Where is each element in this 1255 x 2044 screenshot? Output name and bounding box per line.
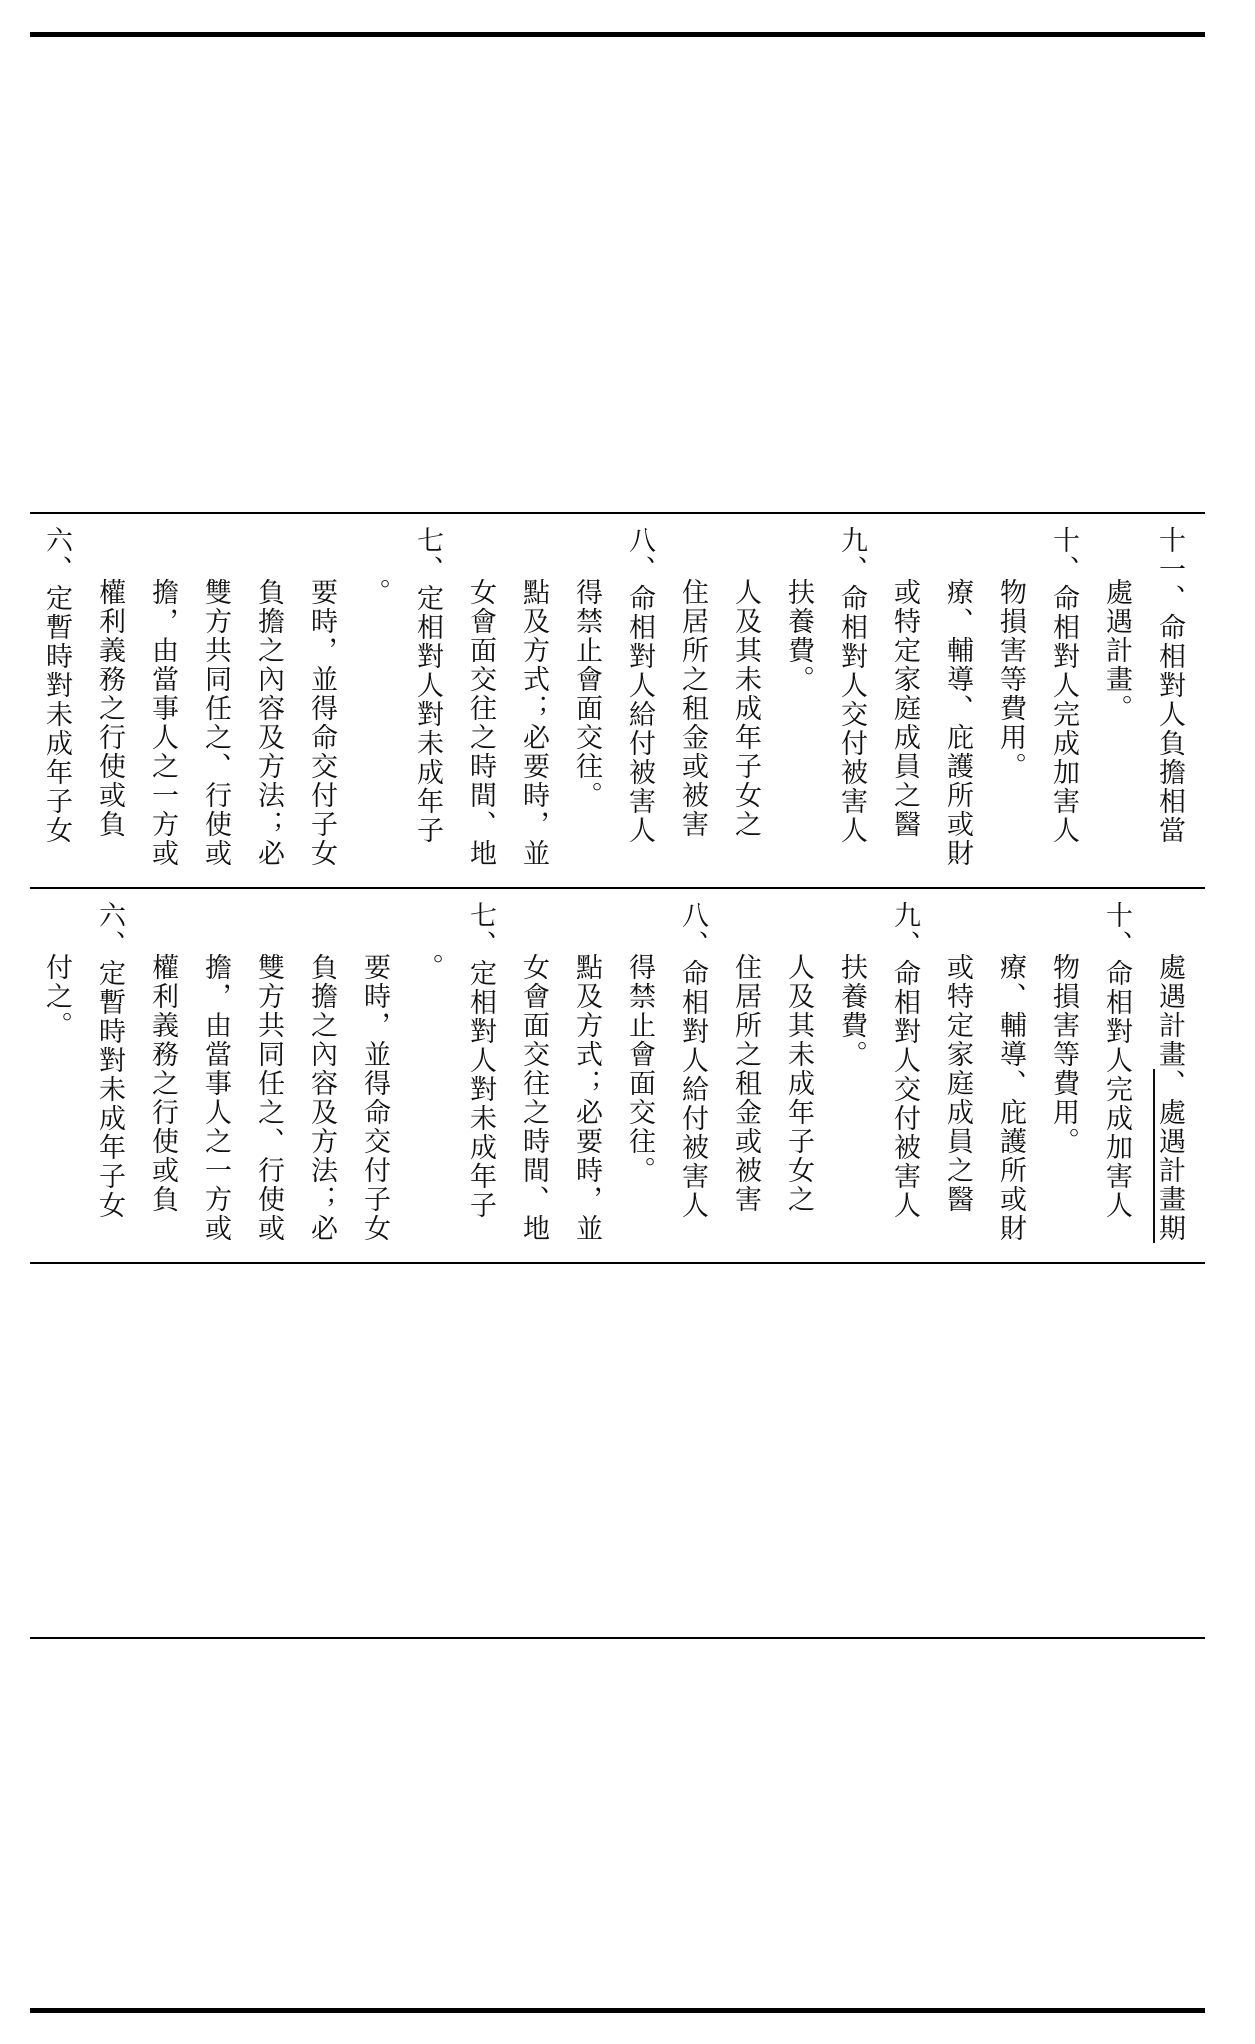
- current-text-lines: [30, 514, 1205, 887]
- text-line: 人及其未成年子女之: [730, 578, 761, 839]
- text-line: 住居所之租金或被害: [677, 578, 708, 839]
- text-line: 六、定暫時對未成年子女: [41, 526, 72, 845]
- text-line: 十一、命相對人負擔相當: [1154, 526, 1185, 845]
- text-line: 處遇計畫。: [1101, 578, 1132, 723]
- text-line: 或特定家庭成員之醫: [942, 953, 973, 1214]
- text-line: 點及方式；必要時，並: [518, 578, 549, 868]
- text-line: 女會面交往之時間、地: [465, 578, 496, 868]
- amended-underlined-text: 、處遇計畫期: [1154, 1069, 1185, 1243]
- text-line: 權利義務之行使或負: [94, 578, 125, 839]
- text-line: 擔，由當事人之一方或: [200, 953, 231, 1243]
- text-line: 療、輔導、庇護所或財: [995, 953, 1026, 1243]
- table-divider-3: [30, 1262, 1205, 1264]
- bottom-border: [30, 2008, 1205, 2013]
- text-line: 得禁止會面交往。: [624, 953, 655, 1185]
- text-line: 六、定暫時對未成年子女: [94, 901, 125, 1220]
- text-line: 負擔之內容及方法；必: [253, 578, 284, 868]
- text-line: 人及其未成年子女之: [783, 953, 814, 1214]
- amended-text-lines: [30, 889, 1205, 1262]
- text-line: 十、命相對人完成加害人: [1048, 526, 1079, 845]
- text-line: 八、命相對人給付被害人: [624, 526, 655, 845]
- text-line: 物損害等費用。: [995, 578, 1026, 781]
- text-line: 七、定相對人對未成年子: [412, 526, 443, 845]
- text-line-amended: [1143, 889, 1196, 1262]
- text-line: 八、命相對人給付被害人: [677, 901, 708, 1220]
- text-line: 住居所之租金或被害: [730, 953, 761, 1214]
- text-line: 療、輔導、庇護所或財: [942, 578, 973, 868]
- text-line: 得禁止會面交往。: [571, 578, 602, 810]
- text-line: 付之。: [41, 953, 72, 1040]
- current-text-column: [30, 514, 1205, 887]
- text-line: 雙方共同任之、行使或: [200, 578, 231, 868]
- text-line: 扶養費。: [783, 578, 814, 694]
- text-line: 扶養費。: [836, 953, 867, 1069]
- text-line: 。: [412, 953, 443, 982]
- text-line: 物損害等費用。: [1048, 953, 1079, 1156]
- table-divider-4: [30, 1637, 1205, 1639]
- text-line: 。: [359, 578, 390, 607]
- text-line: 點及方式；必要時，並: [571, 953, 602, 1243]
- text-line: 九、命相對人交付被害人: [889, 901, 920, 1220]
- text-line: 九、命相對人交付被害人: [836, 526, 867, 845]
- text-line: 要時，並得命交付子女: [306, 578, 337, 868]
- text-line: 七、定相對人對未成年子: [465, 901, 496, 1220]
- text-line: 女會面交往之時間、地: [518, 953, 549, 1243]
- text-line: 負擔之內容及方法；必: [306, 953, 337, 1243]
- text-line: 十、命相對人完成加害人: [1101, 901, 1132, 1220]
- text-line: 要時，並得命交付子女: [359, 953, 390, 1243]
- top-border: [30, 32, 1205, 37]
- text-line: 擔，由當事人之一方或: [147, 578, 178, 868]
- text-line: 雙方共同任之、行使或: [253, 953, 284, 1243]
- amended-text-column: [30, 889, 1205, 1262]
- text-line: 權利義務之行使或負: [147, 953, 178, 1214]
- text-line: 或特定家庭成員之醫: [889, 578, 920, 839]
- plain-text: 處遇計畫: [1154, 953, 1185, 1069]
